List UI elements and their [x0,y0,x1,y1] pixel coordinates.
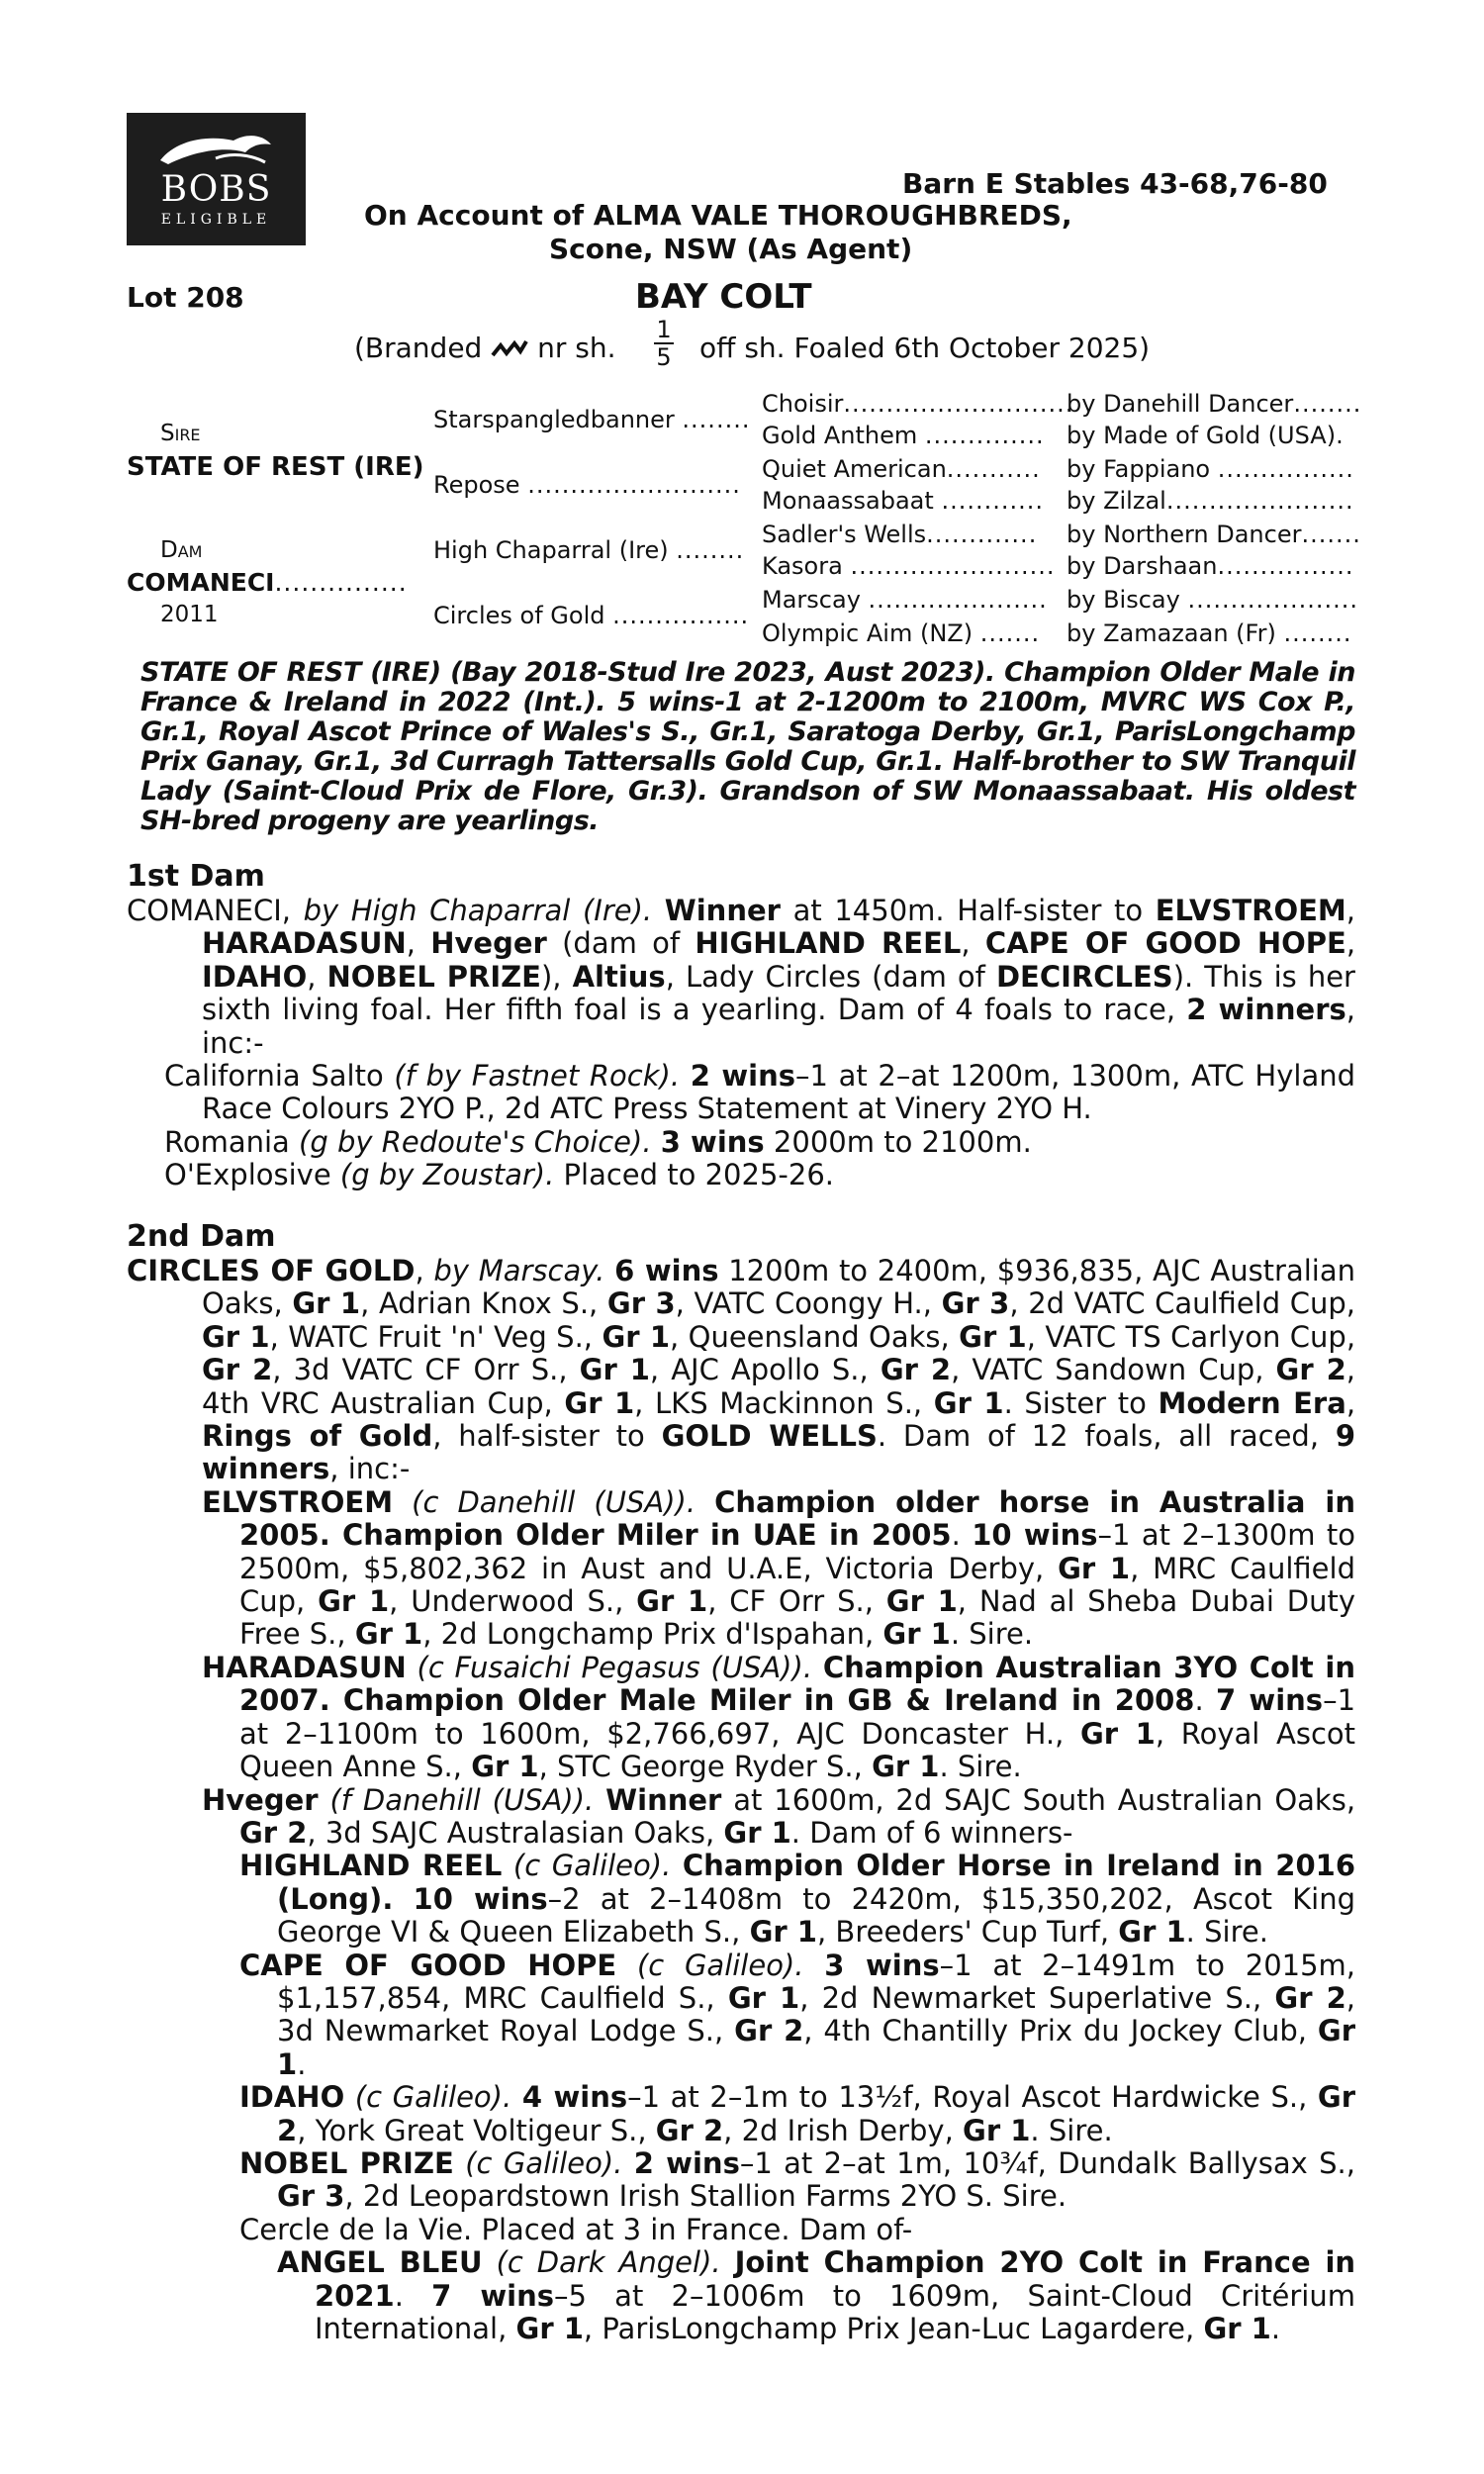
pedigree-g4 [762,485,1044,518]
relative-name: ELVSTROEM [1155,894,1346,927]
grade: Gr 1 [1118,1915,1186,1950]
grade: Gr 2 [239,1815,308,1850]
wins: 6 wins [614,1254,719,1287]
grade: Gr 1 [1058,1551,1131,1585]
text: –2 at 2–1408m to 2420m, $15,350,202, Ascot King George VI & Queen Elizabeth S., [277,1881,1356,1950]
text: Adrian Knox S., [378,1286,599,1321]
horse-title: BAY COLT [635,277,812,317]
text: . Dam of 6 winners- [790,1815,1073,1850]
ped-by: by Zilzal [1067,487,1166,515]
progeny-sire: (c Danehill (USA)). [412,1484,696,1519]
pedigree-g5-sire [1067,519,1361,551]
relative-name: IDAHO [202,959,308,994]
ped-dots: ................ [1217,552,1354,580]
progeny-entry-cercle-de-la-vie: Cercle de la Vie. Placed at 3 in France. Dam of- [239,2212,913,2246]
pedigree-dam-of-sire [433,469,741,502]
grade: Gr 2 [655,2113,724,2147]
ped-name: Gold Anthem [762,422,918,449]
dam-name: COMANECI [127,568,275,597]
text: York Great Voltigeur S., [315,2113,647,2147]
text: at 1450m. Half-sister to [792,894,1144,927]
foal-record: Placed to 2025-26. [563,1158,834,1192]
progeny-name: NOBEL PRIZE [239,2145,454,2180]
sire-name: STATE OF REST (IRE) [127,452,424,482]
foal-name: California Salto [164,1059,384,1094]
pedigree-g1-sire [1067,388,1361,421]
grade: Gr 1 [602,1319,670,1354]
dam-name: CIRCLES OF GOLD [127,1254,416,1287]
text: 3d VATC CF Orr S., [293,1353,568,1387]
ped-dots: ..................... [868,586,1048,614]
ped-dots: ...................... [1165,487,1354,515]
dam-year: 2011 [160,602,219,627]
dam-dots: ............... [274,568,408,597]
ped-dots: ......................... [527,471,741,499]
progeny-name: HIGHLAND REEL [239,1849,503,1883]
text: half-sister to [458,1419,645,1454]
text: 3d Newmarket Royal Lodge S., [277,2014,724,2048]
grade: Gr 1 [579,1353,650,1387]
grade: Gr 1 [882,1617,951,1652]
ped-name: Starspangledbanner [433,406,675,433]
text: . Sire. [939,1750,1022,1784]
progeny-entry-hveger: Hveger (f Danehill (USA)). Winner at 1600m, 2d SAJC South Australian Oaks, Gr 2, 3d SAJC Australasian Oaks, Gr 1. Dam of 6 winners- [202,1782,1356,1850]
text: 3d SAJC Australasian Oaks, [325,1815,715,1850]
logo-text: BOBS [160,169,272,210]
ped-dots: .................... [1187,586,1359,614]
wins: 2 wins [633,2145,740,2180]
ped-by: by Zamazaan (Fr) [1067,619,1276,647]
progeny-name: ELVSTROEM [202,1484,394,1519]
text: VATC Sandown Cup, [972,1353,1264,1387]
wins: 10 wins [413,1881,548,1916]
pedigree-sire-of-sire [433,404,750,436]
dam-name: COMANECI, [127,894,291,927]
logo-subtext: ELIGIBLE [160,212,272,228]
brand-prefix: (Branded [354,332,483,364]
relative-name: Altius [572,959,666,994]
pedigree-sire-of-dam [433,534,744,567]
dam-sire: by Marscay. [433,1254,605,1287]
ped-dots: ........................ [850,552,1056,580]
sire-label: Sire [160,421,201,446]
ped-dots: ....... [979,619,1041,647]
text: –5 at 2–1006m to 1609m, Saint-Cloud Critérium International, [315,2278,1355,2345]
grade: Gr 2 [277,2080,1355,2147]
text: 1200m to 2400m, $936,835, AJC Australian Oaks, [202,1254,1356,1321]
foal-entry [127,1159,1355,1191]
text: LKS Mackinnon S., [655,1385,923,1420]
grade: Gr 1 [564,1385,635,1420]
pedigree-g8 [762,618,1040,650]
lot-number: Lot 208 [127,281,244,314]
text: 4th VRC Australian Cup, [202,1385,553,1420]
progeny-entry-nobel-prize: NOBEL PRIZE (c Galileo). 2 wins–1 at 2–at 1m, 10¾f, Dundalk Ballysax S., Gr 3, 2d Leopardstown Irish Stallion Farms 2YO S. Sire. [239,2145,1355,2214]
grade: Gr 1 [292,1286,361,1321]
grade: Gr 1 [636,1584,708,1619]
ped-name: High Chaparral (Ire) [433,536,669,564]
barn-location: Barn E Stables 43-68,76-80 [902,167,1328,200]
ped-name: Monaassabaat [762,487,934,515]
ped-name: Sadler's Wells [762,521,927,548]
pedigree-g8-sire [1067,618,1351,650]
text: 2d Longchamp Prix d'Ispahan, [440,1617,875,1652]
brand-mid: nr sh. [537,332,616,364]
foal-sire: (f by Fastnet Rock). [394,1059,681,1094]
text: . Sister to [1003,1385,1147,1420]
grade: Gr 1 [515,2312,584,2345]
progeny-sire: (c Galileo). [512,1849,672,1883]
second-dam-paragraph: CIRCLES OF GOLD, by Marscay. 6 wins 1200m to 2400m, $936,835, AJC Australian Oaks, Gr 1, Adrian Knox S., Gr 3, VATC Coongy H., Gr 3, 2d VATC Caulfield Cup, Gr 1, WATC Fruit 'n' Veg S., Gr 1, Queensland Oaks, Gr 1, VATC TS Carlyon Cup, Gr 2, 3d VATC CF Orr S., Gr 1, AJC Apollo S., Gr 2, VATC Sandown Cup, Gr 2, 4th VRC Australian Cup, Gr 1, LKS Mackinnon S., Gr 1. Sister to Modern Era, Rings of Gold, half-sister to GOLD WELLS. Dam of 12 foals, all raced, 9 winners, inc:- [127,1254,1356,1486]
brand-fraction [654,317,674,370]
fraction-denominator: 5 [656,343,672,371]
foal-name: O'Explosive [164,1158,331,1192]
progeny-sire: (c Galileo). [636,1948,804,1982]
grade: Gr 1 [872,1750,940,1784]
foal-entry [127,1126,1355,1159]
foal-name: Romania [164,1124,290,1159]
pedigree-g7 [762,584,1048,617]
ped-dots: ........ [1283,619,1352,647]
text: VATC TS Carlyon Cup, [1045,1319,1356,1354]
text: –1 at 2–1m to 13½f, Royal Ascot Hardwicke S., [627,2080,1308,2115]
text: Breeders' Cup Turf, [835,1915,1110,1950]
dam-name-row [127,566,408,599]
ped-dots: ................ [612,602,750,629]
text: Lady Circles (dam of [685,959,985,994]
ped-name: Repose [433,471,520,499]
foal-entry [127,1060,1355,1126]
grade: Gr 1 [749,1915,817,1950]
second-dam-section [127,1255,1355,2345]
foal-sire: (g by Redoute's Choice). [299,1124,652,1159]
grade: Gr 2 [1274,1980,1346,2015]
ped-by: by Fappiano [1067,455,1211,483]
text: 2d VATC Caulfield Cup, [1028,1286,1355,1321]
text: . Sire. [950,1617,1034,1652]
relative-name: Rings of Gold [202,1419,433,1454]
horse-logo-icon [156,131,275,170]
pedigree-g3 [762,453,1041,486]
fraction-numerator: 1 [654,317,674,344]
progeny-entry-haradasun: HARADASUN (c Fusaichi Pegasus (USA)). Champion Australian 3YO Colt in 2007. Champion Older Male Miler in GB & Ireland in 2008. 7 wins–1 at 2–1100m to 1600m, $2,766,697, AJC Doncaster H., Gr 1, Royal Ascot Queen Anne S., Gr 1, STC George Ryder S., Gr 1. Sire. [202,1650,1356,1784]
grade: Gr 2 [734,2014,804,2048]
second-dam-heading: 2nd Dam [127,1219,276,1254]
grade: Gr 1 [202,1319,270,1354]
ped-by: by Biscay [1067,586,1180,614]
progeny-sire: (c Dark Angel). [496,2245,721,2280]
winners-count: 2 winners [1186,993,1346,1027]
text: VATC Coongy H., [694,1286,932,1321]
ped-by: by Darshaan [1067,552,1218,580]
ped-name: Circles of Gold [433,602,605,629]
pedigree-g5 [762,519,1037,551]
grade: Gr 2 [880,1353,952,1387]
grade: Gr 3 [606,1286,676,1321]
championship: Champion Older Horse in Ireland in 2016 (Long). [277,1849,1355,1916]
foal-record: –1 at 2–at 1200m, 1300m, ATC Hyland Race Colours 2YO P., 2d ATC Press Statement at Vinery 2YO H. [202,1059,1356,1126]
grade: Gr 1 [933,1385,1004,1420]
dam-sire: by High Chaparral (Ire). [303,894,653,927]
text: WATC Fruit 'n' Veg S., [288,1319,594,1354]
grade: Gr 2 [1275,1353,1346,1387]
ped-dots: ........... [946,455,1041,483]
relative-name: Hveger [430,926,547,961]
grade: Gr 1 [318,1584,390,1619]
grade: Gr 1 [963,2113,1031,2147]
wins: 7 wins [431,2278,555,2313]
relative-name: DECIRCLES [995,959,1173,994]
ped-dots: ............ [941,487,1044,515]
progeny-name: IDAHO [239,2080,345,2115]
text: 2d Irish Derby, [741,2113,954,2147]
brand-info [354,331,616,366]
text: (dam of [562,926,681,961]
text: Queensland Oaks, [688,1319,950,1354]
grade: Gr 2 [202,1353,273,1387]
winners-count: 9 winners [202,1419,1356,1486]
text: 2d Newmarket Superlative S., [821,1980,1262,2015]
progeny-sire: (f Danehill (USA)). [329,1782,595,1817]
foal-record: 2000m to 2100m. [773,1124,1032,1159]
text: STC George Ryder S., [557,1750,863,1784]
text: AJC Apollo S., [671,1353,869,1387]
first-dam-section [127,895,1355,1192]
ped-by: by Danehill Dancer [1067,390,1294,418]
ped-name: Kasora [762,552,843,580]
progeny-entry-cape-of-good-hope: CAPE OF GOOD HOPE (c Galileo). 3 wins–1 at 2–1491m to 2015m, $1,157,854, MRC Caulfield S., Gr 1, 2d Newmarket Superlative S., Gr 2, 3d Newmarket Royal Lodge S., Gr 2, 4th Chantilly Prix du Jockey Club, Gr 1. [239,1948,1356,2081]
pedigree-g3-sire [1067,453,1354,486]
ped-by: by Made of Gold (USA). [1067,422,1344,449]
progeny-entry-idaho: IDAHO (c Galileo). 4 wins–1 at 2–1m to 13½f, Royal Ascot Hardwicke S., Gr 2, York Great Voltigeur S., Gr 2, 2d Irish Derby, Gr 1. Sire. [239,2080,1355,2147]
ped-dots: ....... [1301,521,1361,548]
wins: 10 wins [972,1518,1098,1553]
ped-dots: ........ [676,536,745,564]
text: 4th Chantilly Prix du Jockey Club, [823,2014,1307,2048]
first-dam-heading: 1st Dam [127,859,265,894]
championship: Champion older horse in Australia in 2005. Champion Older Miler in UAE in 2005 [239,1484,1355,1553]
pedigree-g6-sire [1067,550,1354,583]
foal-wins: 3 wins [660,1124,765,1159]
grade: Gr 1 [959,1319,1027,1354]
ped-dots: .............. [924,422,1045,449]
pedigree-g7-sire [1067,584,1358,617]
progeny-sire: (c Fusaichi Pegasus (USA)). [417,1650,813,1684]
relative-name: GOLD WELLS [661,1419,878,1454]
foal-sire: (g by Zoustar). [339,1158,555,1192]
text: Royal Ascot Queen Anne S., [239,1716,1356,1784]
progeny-name: ANGEL BLEU [277,2245,483,2280]
text: –1 at 2–1300m to 2500m, $5,802,362 in Aust and U.A.E, Victoria Derby, [239,1518,1356,1585]
text: CF Orr S., [729,1584,874,1619]
ped-by: by Northern Dancer [1067,521,1302,548]
grade: Gr 1 [723,1815,791,1850]
wins: 7 wins [1216,1683,1324,1718]
progeny-name: HARADASUN [202,1650,407,1684]
dam-win: Winner [664,894,781,927]
relative-name: HIGHLAND REEL [695,926,962,961]
championship: Joint Champion 2YO Colt in France in 2021 [315,2245,1356,2313]
text: Nad al Sheba Dubai Duty Free S., [239,1584,1355,1652]
brand-mark-icon [491,339,528,359]
text: . Sire. [1030,2113,1113,2147]
text: ). This is her sixth living foal. Her fifth foal is a yearling. Dam of 4 foals to race, [202,959,1355,1027]
progeny-entry-elvstroem: ELVSTROEM (c Danehill (USA)). Champion older horse in Australia in 2005. Champion Older Miler in UAE in 2005. 10 wins–1 at 2–1300m to 2500m, $5,802,362 in Aust and U.A.E, Victoria Derby, Gr 1, MRC Caulfield Cup, Gr 1, Underwood S., Gr 1, CF Orr S., Gr 1, Nad al Sheba Dubai Duty Free S., Gr 1, 2d Longchamp Prix d'Ispahan, Gr 1. Sire. [202,1484,1356,1652]
grade: Gr 1 [727,1980,800,2015]
bobs-eligible-logo [127,113,306,245]
brand-suffix: off sh. Foaled 6th October 2025) [699,332,1151,364]
text: –1 at 2–1491m to 2015m, $1,157,854, MRC Caulfield S., [277,1948,1356,2015]
text: at 1600m, 2d SAJC South Australian Oaks, [733,1782,1356,1817]
ped-dots: ........ [1293,390,1362,418]
foal-wins: 2 wins [690,1059,796,1094]
ped-dots: ............. [926,521,1038,548]
ped-name: Marscay [762,586,861,614]
pedigree-g4-sire [1067,485,1354,518]
ped-dots: ................ [1217,455,1354,483]
vendor-account: On Account of ALMA VALE THOROUGHBREDS, [364,199,1072,232]
wins: Winner [605,1782,722,1817]
pedigree-g6 [762,550,1056,583]
ped-name: Quiet American [762,455,947,483]
text: , inc:- [329,1452,411,1486]
grade: Gr 1 [885,1584,958,1619]
progeny-entry-highland-reel: HIGHLAND REEL (c Galileo). Champion Older Horse in Ireland in 2016 (Long). 10 wins–2 at 2–1408m to 2420m, $15,350,202, Ascot King George VI & Queen Elizabeth S., Gr 1, Breeders' Cup Turf, Gr 1. Sire. [239,1849,1356,1950]
text: –1 at 2–at 1m, 10¾f, Dundalk Ballysax S., [739,2145,1355,2180]
relative-name: HARADASUN [202,926,407,961]
progeny-entry-angel-bleu: ANGEL BLEU (c Dark Angel). Joint Champion 2YO Colt in France in 2021. 7 wins–5 at 2–1006m to 1609m, Saint-Cloud Critérium International, Gr 1, ParisLongchamp Prix Jean-Luc Lagardere, Gr 1. [277,2245,1356,2345]
vendor-location: Scone, NSW (As Agent) [549,233,913,265]
grade: Gr 3 [941,1286,1010,1321]
pedigree-dam-of-dam [433,600,749,632]
relative-name: CAPE OF GOOD HOPE [984,926,1346,961]
grade: Gr 1 [277,2014,1356,2081]
grade: Gr 1 [1203,2312,1271,2345]
text: ParisLongchamp Prix Jean-Luc Lagardere, [602,2312,1195,2345]
ped-name: Choisir [762,390,844,418]
sire-summary: STATE OF REST (IRE) (Bay 2018-Stud Ire 2023, Aust 2023). Champion Older Male in France & Ireland in 2022 (Int.). 5 wins-1 at 2-1200m to 2100m, MVRC WS Cox P., Gr.1, Royal Ascot Prince of Wales's S., Gr.1, Saratoga Derby, Gr.1, ParisLongchamp Prix Ganay, Gr.1, 3d Curragh Tattersalls Gold Cup, Gr.1. Half-brother to SW Tranquil Lady (Saint-Cloud Prix de Flore, Gr.3). Grandson of SW Monaassabaat. His oldest SH-bred progeny are yearlings. [140,657,1355,836]
ped-dots: ........................... [843,390,1074,418]
text: Underwood S., [411,1584,624,1619]
championship: Champion Australian 3YO Colt in 2007. Champion Older Male Miler in GB & Ireland in 2008 [239,1650,1356,1718]
text: . Sire. [1185,1915,1268,1950]
progeny-sire: (c Galileo). [465,2145,623,2180]
relative-name: NOBEL PRIZE [326,959,541,994]
dam-label: Dam [160,537,203,563]
ped-name: Olympic Aim (NZ) [762,619,974,647]
ped-dots: ........ [682,406,751,433]
progeny-name: CAPE OF GOOD HOPE [239,1948,617,1982]
first-dam-paragraph: COMANECI, by High Chaparral (Ire). Winner at 1450m. Half-sister to ELVSTROEM, HARADASUN, Hveger (dam of HIGHLAND REEL, CAPE OF GOOD HOPE, IDAHO, NOBEL PRIZE), Altius, Lady Circles (dam of DECIRCLES). This is her sixth living foal. Her fifth foal is a yearling. Dam of 4 foals to race, 2 winners, inc:- [127,894,1356,1060]
progeny-sire: (c Galileo). [354,2080,512,2115]
pedigree-g2 [762,420,1045,452]
text: , inc:- [202,993,1355,1060]
text: . Dam of 12 foals, all raced, [877,1419,1320,1454]
text: –1 at 2–1100m to 1600m, $2,766,697, AJC Doncaster H., [239,1683,1356,1751]
progeny-name: Hveger [202,1782,319,1817]
text: 2d Leopardstown Irish Stallion Farms 2YO S. Sire. [362,2179,1067,2214]
grade: Gr 1 [471,1750,539,1784]
wins: 4 wins [521,2080,628,2115]
grade: Gr 1 [1080,1716,1156,1751]
grade: Gr 3 [277,2179,345,2214]
grade: Gr 1 [354,1617,423,1652]
pedigree-g1 [762,388,1073,421]
text: MRC Caulfield Cup, [239,1551,1355,1619]
pedigree-g2-sire [1067,420,1344,452]
wins: 3 wins [824,1948,940,1982]
relative-name: Modern Era [1158,1385,1346,1420]
